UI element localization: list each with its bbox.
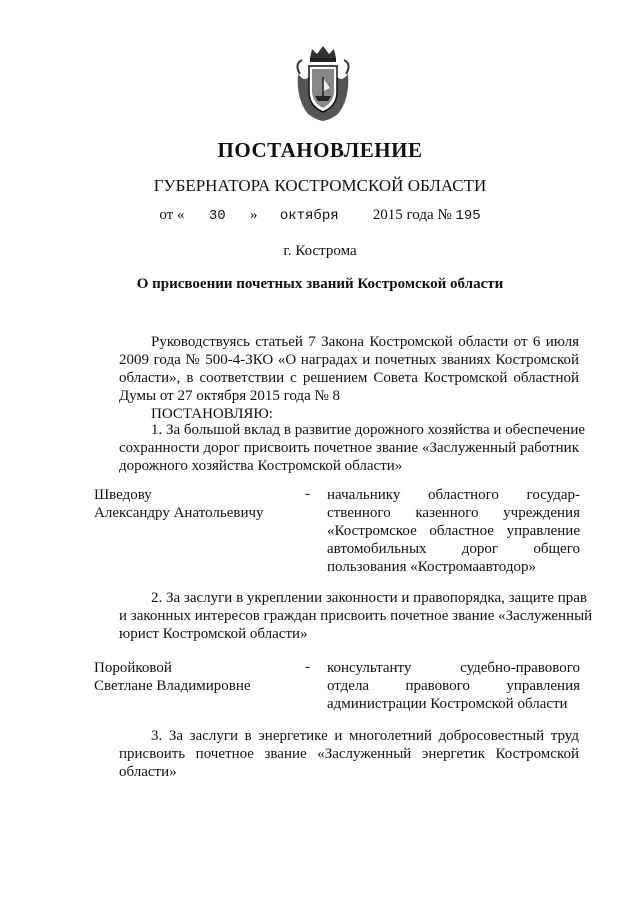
city-line: г. Кострома xyxy=(283,243,357,259)
item-line: присвоить почетное звание «Заслуженный энергетик Костромской xyxy=(119,746,579,762)
item-line: юрист Костромской области» xyxy=(119,626,308,642)
item-line: дорожного хозяйства Костромской области» xyxy=(119,458,403,474)
date-line xyxy=(0,207,640,224)
date-day: 30 xyxy=(208,208,226,224)
document-number: 195 xyxy=(455,208,481,224)
awardee-given-names: Александру Анатольевичу xyxy=(94,505,264,521)
position-line: начальнику областного государ- xyxy=(327,487,580,503)
date-prefix: от « xyxy=(159,207,185,223)
intro-line: Руководствуясь статьей 7 Закона Костромской области от 6 июля xyxy=(151,334,579,350)
awardee-1-position xyxy=(327,486,580,576)
awardee-1-name xyxy=(94,486,264,522)
date-month: октября xyxy=(279,208,339,224)
date-quote-close: » xyxy=(249,207,258,223)
item-2-paragraph xyxy=(119,589,593,643)
position-line: «Костромское областное управление xyxy=(327,523,580,539)
item-line: 2. За заслуги в укреплении законности и правопорядка, защите прав xyxy=(151,590,587,606)
position-line: пользования «Костромаавтодор» xyxy=(327,559,536,575)
awardee-1-dash: - xyxy=(305,486,310,502)
position-line: ственного казенного учреждения xyxy=(327,505,580,521)
awardee-surname: Поройковой xyxy=(94,660,172,676)
item-line: 1. За большой вклад в развитие дорожного хозяйства и обеспечение xyxy=(151,422,586,438)
item-3-paragraph xyxy=(119,727,579,781)
issuer-subtitle: ГУБЕРНАТОРА КОСТРОМСКОЙ ОБЛАСТИ xyxy=(153,176,487,195)
awardee-2-dash: - xyxy=(305,659,310,675)
decree-word: ПОСТАНОВЛЯЮ: xyxy=(151,406,273,422)
position-line: отдела правового управления xyxy=(327,678,580,694)
number-sign: № xyxy=(437,207,452,223)
item-1-paragraph xyxy=(119,421,586,475)
item-line: и законных интересов граждан присвоить почетное звание «Заслуженный xyxy=(119,608,593,624)
intro-line: Думы от 27 октября 2015 года № 8 xyxy=(119,388,341,404)
awardee-surname: Шведову xyxy=(94,487,152,503)
item-line: сохранности дорог присвоить почетное звание «Заслуженный работник xyxy=(119,440,579,456)
intro-paragraph xyxy=(119,333,579,423)
coat-of-arms-emblem xyxy=(292,44,354,124)
document-title: ПОСТАНОВЛЕНИЕ xyxy=(217,138,423,162)
position-line: администрации Костромской области xyxy=(327,696,568,712)
intro-line: области», в соответствии с решением Совета Костромской областной xyxy=(119,370,579,386)
item-line: 3. За заслуги в энергетике и многолетний добросовестный труд xyxy=(151,728,579,744)
awardee-given-names: Светлане Владимировне xyxy=(94,678,251,694)
date-year: 2015 года xyxy=(372,207,434,223)
position-line: консультанту судебно-правового xyxy=(327,660,580,676)
awardee-2-position xyxy=(327,659,580,713)
item-line: области» xyxy=(119,764,177,780)
position-line: автомобильных дорог общего xyxy=(327,541,580,557)
awardee-2-name xyxy=(94,659,251,695)
intro-line: 2009 года № 500-4-ЗКО «О наградах и почетных званиях Костромской xyxy=(119,352,579,368)
subject-line: О присвоении почетных званий Костромской области xyxy=(136,276,504,292)
